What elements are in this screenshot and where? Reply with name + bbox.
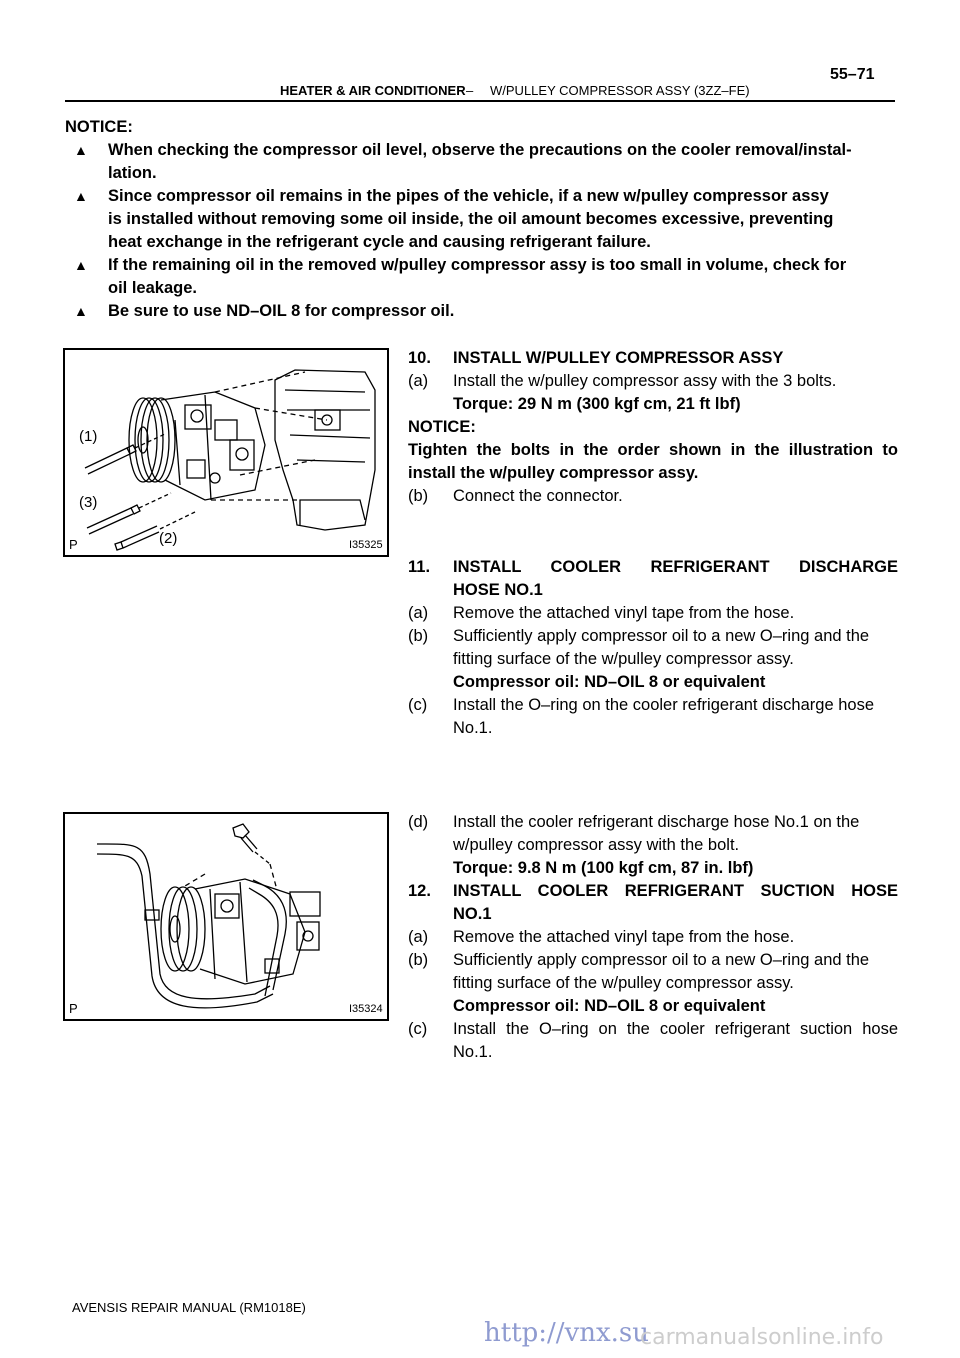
step-11-number: 11. [408,558,431,576]
callout-bolt-3: (3) [79,494,98,511]
figure-corner-label: P [69,1001,78,1016]
notice-bullet-3-line-2: oil leakage. [108,279,197,297]
bullet-icon: ▲ [74,188,88,204]
step-11c-label: (c) [408,696,428,714]
figure-code: I35325 [349,539,383,551]
callout-bolt-1: (1) [79,428,98,445]
notice-bullet-1-line-2: lation. [108,164,157,182]
discharge-hose-illustration [65,814,387,1019]
step-10b-text: Connect the connector. [453,487,623,505]
step-11b-line-1: Sufficiently apply compressor oil to a new O–ring and the [453,627,870,645]
bullet-icon: ▲ [74,303,88,319]
bullet-icon: ▲ [74,257,88,273]
notice-bullet-4-line-1: Be sure to use ND–OIL 8 for compressor oil. [108,302,455,320]
notice-bullet-2-line-2: is installed without removing some oil inside, the oil amount becomes excessive, preventing [108,210,834,228]
step-11d-line-1: Install the cooler refrigerant discharge hose No.1 on the [453,813,860,831]
step-11b-label: (b) [408,627,429,645]
step-12-number: 12. [408,882,431,900]
step-10-notice-heading: NOTICE: [408,418,476,436]
figure-code: I35324 [349,1003,383,1015]
step-11a-label: (a) [408,604,429,622]
step-10-number: 10. [408,349,431,367]
step-11d-label: (d) [408,813,429,831]
step-11b-line-2: fitting surface of the w/pulley compressor assy. [453,650,794,668]
step-12-heading-line-1: INSTALL COOLER REFRIGERANT SUCTION HOSE [453,882,898,900]
footer-manual-title: AVENSIS REPAIR MANUAL (RM1018E) [72,1300,306,1315]
notice-bullet-2-line-1: Since compressor oil remains in the pipes of the vehicle, if a new w/pulley compressor assy [108,187,829,205]
step-10-notice-line-2: install the w/pulley compressor assy. [408,464,699,482]
compressor-bolt-illustration [65,350,387,555]
bullet-icon: ▲ [74,142,88,158]
notice-heading: NOTICE: [65,118,133,136]
step-10a-label: (a) [408,372,429,390]
step-10a-torque: Torque: 29 N m (300 kgf cm, 21 ft lbf) [453,395,741,413]
callout-bolt-2: (2) [159,530,178,547]
figure-corner-label: P [69,537,78,552]
step-12b-label: (b) [408,951,429,969]
header-topic: W/PULLEY COMPRESSOR ASSY (3ZZ–FE) [490,83,750,98]
step-12c-label: (c) [408,1020,428,1038]
header-rule [65,100,895,102]
step-10-heading: INSTALL W/PULLEY COMPRESSOR ASSY [453,349,784,367]
step-12c-line-2: No.1. [453,1043,493,1061]
notice-bullet-1-line-1: When checking the compressor oil level, observe the precautions on the cooler removal/instal- [108,141,852,159]
step-11d-torque: Torque: 9.8 N m (100 kgf cm, 87 in. lbf) [453,859,754,877]
step-12a-text: Remove the attached vinyl tape from the hose. [453,928,795,946]
step-11-heading-line-2: HOSE NO.1 [453,581,543,599]
page-number: 55–71 [830,66,875,83]
figure-compressor-bolts [63,348,389,557]
notice-bullet-2-line-3: heat exchange in the refrigerant cycle and causing refrigerant failure. [108,233,651,251]
notice-bullet-3-line-1: If the remaining oil in the removed w/pulley compressor assy is too small in volume, check for [108,256,847,274]
step-12a-label: (a) [408,928,429,946]
watermark-site: carmanualsonline.info [640,1325,884,1350]
step-12b-oil: Compressor oil: ND–OIL 8 or equivalent [453,997,766,1015]
step-10-notice-line-1: Tighten the bolts in the order shown in the illustration to [408,441,898,459]
step-11b-oil: Compressor oil: ND–OIL 8 or equivalent [453,673,766,691]
figure-discharge-hose [63,812,389,1021]
step-12-heading-line-2: NO.1 [453,905,492,923]
step-12b-line-1: Sufficiently apply compressor oil to a new O–ring and the [453,951,870,969]
step-11a-text: Remove the attached vinyl tape from the hose. [453,604,795,622]
step-12c-line-1: Install the O–ring on the cooler refrigerant suction hose [453,1020,898,1038]
watermark-url: http://vnx.su [484,1318,650,1348]
step-10a-text: Install the w/pulley compressor assy with the 3 bolts. [453,372,837,390]
step-11-heading-line-1: INSTALL COOLER REFRIGERANT DISCHARGE [453,558,898,576]
step-12b-line-2: fitting surface of the w/pulley compressor assy. [453,974,794,992]
step-11c-line-2: No.1. [453,719,493,737]
step-11c-line-1: Install the O–ring on the cooler refrigerant discharge hose [453,696,874,714]
step-11d-line-2: w/pulley compressor assy with the bolt. [453,836,740,854]
header-section: HEATER & AIR CONDITIONER [280,83,466,98]
step-10b-label: (b) [408,487,429,505]
header-dash: – [466,83,474,98]
